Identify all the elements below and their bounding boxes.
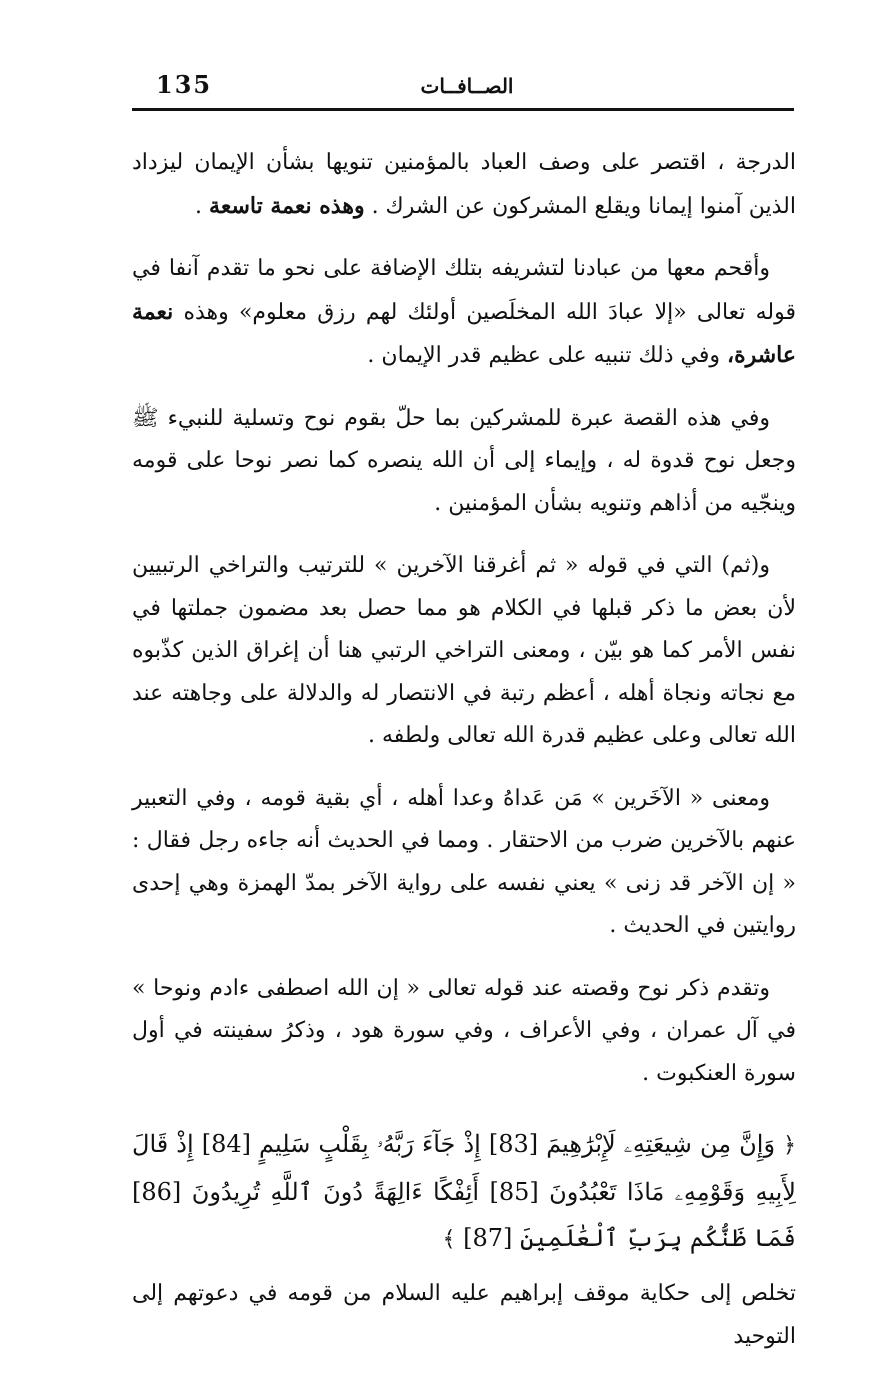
paragraph-2: وأقحم معها من عبادنا لتشريفه بتلك الإضافة على نحو ما تقدم آنفا في قوله تعالى «إلا عبادَ الله المخلَصين أولئك لهم رزق معلوم» وهذه نعمة عاشرة، وفي ذلك تنبيه على عظيم قدر الإيمان .	[132, 256, 796, 368]
paragraph-3: وفي هذه القصة عبرة للمشركين بما حلّ بقوم نوح وتسلية للنبيء ﷺ وجعل نوح قدوة له ، وإيماء إلى أن الله ينصره كما نصر نوحا على قومه وينجّيه من أذاهم وتنويه بشأن المؤمنين .	[132, 405, 796, 516]
paragraph-5: ومعنى « الآخَرين » مَن عَداهُ وعدا أهله ، أي بقية قومه ، وفي التعبير عنهم بالآخرين ضرب من الاحتقار . ومما في الحديث أنه جاءه رجل فقال : « إن الآخر قد زنى » يعني نفسه على رواية الآخر بمدّ الهمزة وهي إحدى روايتين في الحديث .	[132, 785, 796, 938]
bold-phrase: نعمة عاشرة،	[132, 298, 796, 368]
verse-open-ornament: ﴿	[783, 1133, 796, 1158]
verse-text: وَإِنَّ مِن شِيعَتِهِۦ لَإِبْرَٰهِيمَ [83] إِذْ جَآءَ رَبَّهُۥ بِقَلْبٍ سَلِيمٍ [84] إِذْ قَالَ لِأَبِيهِ وَقَوْمِهِۦ مَاذَا تَعْبُدُونَ [85] أَئِفْكًا ءَالِهَةً دُونَ ٱللَّهِ تُرِيدُونَ [86] فَمَا ظَنُّكُم بِرَبِّ ٱلْعَٰلَمِينَ [87]	[132, 1130, 796, 1252]
verse-close-ornament: ﴾	[442, 1227, 456, 1252]
page-number: 135	[156, 70, 213, 99]
paragraph-1: الدرجة ، اقتصر على وصف العباد بالمؤمنين تنويها بشأن الإيمان ليزداد الذين آمنوا إيمانا ويقلع المشركون عن الشرك . وهذه نعمة تاسعة .	[132, 150, 796, 219]
page-body	[132, 142, 796, 1378]
paragraph-4: و(ثم) التي في قوله « ثم أغرقنا الآخرين » للترتيب والتراخي الرتبيين لأن بعض ما ذكر قبلها في الكلام هو مما حصل بعد مضمون جملتها في نفس الأمر كما هو بيّن ، ومعنى التراخي الرتبي هنا أن إغراق الذين كذّبوه مع نجاته ونجاة أهله ، أعظم رتبة في الانتصار له والدلالة على وجاهته عند الله تعالى وعلى عظيم قدرة الله تعالى ولطفه .	[132, 553, 796, 748]
paragraph-6: وتقدم ذكر نوح وقصته عند قوله تعالى « إن الله اصطفى ءادم ونوحا » في آل عمران ، وفي الأعراف ، وفي سورة هود ، وذكرُ سفينته في أول سورة العنكبوت .	[132, 975, 796, 1086]
bold-phrase: وهذه نعمة تاسعة	[209, 192, 365, 219]
quran-verse	[132, 1121, 796, 1263]
page-header	[132, 62, 794, 111]
paragraph-7: تخلص إلى حكاية موقف إبراهيم عليه السلام من قومه في دعوتهم إلى التوحيد	[132, 1281, 796, 1349]
surah-title: الصــافــات	[420, 74, 514, 98]
